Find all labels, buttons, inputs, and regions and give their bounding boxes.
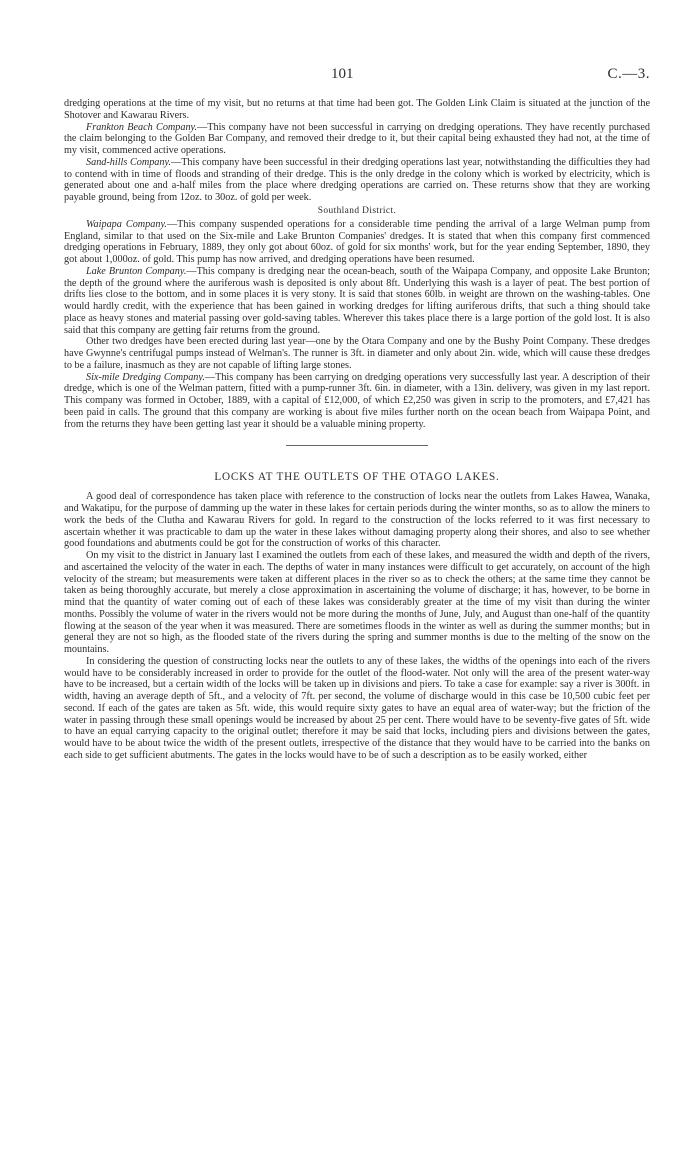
locks-section-title: LOCKS AT THE OUTLETS OF THE OTAGO LAKES. [214,471,500,484]
company-name-frankton: Frankton Beach Company. [86,121,198,133]
company-name-lake-brunton: Lake Brunton Company. [86,265,187,277]
page-header [64,66,650,86]
section-divider [286,445,428,446]
paragraph-text: —This company have not been successful in carrying on dredging operations. They have recently purchased the claim belonging to the Golden Bar Company, and removed their dredge to it, but their capital being exhausted they had not, at the time of my visit, commenced active operations. [64,121,650,156]
paragraph-sand-hills [64,157,650,204]
page-number: 101 [331,66,354,82]
paragraph-lake-brunton [64,266,650,337]
paragraph-text: —This company suspended operations for a considerable time pending the arrival of a large Welman pump from England, similar to that used on the Six-mile and Lake Brunton Companies' dredges. It is stated that when this company first commenced dredging operations in February, 1889, they only got about 60oz. of gold for six months' work, but for the year ending September, 1890, they got about 1,000oz. of gold. This pump has now arrived, and dredging operations have been resumed. [64,218,650,265]
southland-district-heading: Southland District. [317,205,397,216]
paragraph-frankton-beach [64,122,650,157]
company-name-waipapa: Waipapa Company. [86,218,167,230]
company-name-sand-hills: Sand-hills Company. [86,156,171,168]
document-reference: C.—3. [607,66,650,82]
paragraph-waipapa [64,219,650,266]
paragraph-other-dredges: Other two dredges have been erected during last year—one by the Otara Company and one by the Bushy Point Company. These dredges have Gwynne's centrifugal pumps instead of Welman's. The runner is 3ft. in diameter and only about 2in. wide, which will cause these dredges to be a failure, inasmuch as they are not capable of lifting large stones. [64,336,650,371]
paragraph-six-mile [64,372,650,431]
paragraph-locks-correspondence: A good deal of correspondence has taken place with reference to the construction of locks near the outlets from Lakes Hawea, Wanaka, and Wakatipu, for the purpose of damming up the water in these lakes for certain periods during the winter months, so as to allow the miners to work the beds of the Clutha and Kawarau Rivers for gold. In regard to the construction of the locks referred to it was first necessary to ascertain whether it was practicable to dam up the water in these lakes without damaging property along their shores, and also to see whether good foundations and abutments could be got for the construction of works of this character. [64,491,650,550]
paragraph-text: —This company is dredging near the ocean-beach, south of the Waipapa Company, and opposite Lake Brunton; the depth of the ground where the auriferous wash is deposited is only about 8ft. Underlying this wash is a layer of peat. The best portion of drifts lies close to the bottom, and in some places it is very stony. It is said that stones 60lb. in weight are thrown on the washing-tables. One would hardly credit, with the experience that has been gained in working dredges for lifting auriferous drifts, that such a thing should take place as heavy stones and material passing over gold-saving tables. Wherever this takes place there is a large portion of the gold lost. It is also said that this company are getting fair returns from the ground. [64,265,650,336]
paragraph-text: —This company has been carrying on dredging operations very successfully last year. A description of their dredge, which is one of the Welman pattern, fitted with a pump-runner 3ft. 6in. in diameter, with a 13in. delivery, was given in my last report. This company was formed in October, 1889, with a capital of £12,000, of which £2,250 was given in scrip to the promoters, and £7,421 has been paid in calls. The ground that this company are working is about five miles further north on the ocean beach from Waipapa Point, and from the returns they have been getting last year it should be a valuable mining property. [64,371,650,430]
paragraph-text: —This company have been successful in their dredging operations last year, notwithstanding the difficulties they had to contend with in time of floods and stranding of their dredge. This is the only dredge in the colony which is worked by electricity, which is generated about one and a-half miles from the place where dredging operations are carried on. These returns show that they are working payable ground, being from 12oz. to 30oz. of gold per week. [64,156,650,203]
company-name-six-mile: Six-mile Dredging Company. [86,371,205,383]
paragraph-locks-visit: On my visit to the district in January last I examined the outlets from each of these lakes, and measured the width and depth of the rivers, and ascertained the velocity of the water in each. The depths of water in many instances were difficult to get accurately, on account of the high velocity of the stream; but measurements were taken at different places in the river so as to check the others; at the same time they cannot be taken as being thoroughly accurate, but merely a close approximation in ascertaining the volume of discharge; it has, however, to be borne in mind that the quantity of water coming out of each of these lakes was considerably greater at the time of my visit than during the winter months. Possibly the volume of water in the rivers would not be more during the months of June, July, and August than one-half of the quantity flowing at the season of the year when it was measured. There are sometimes floods in the winter as well as during the summer months; but in general they are not so high, as the flooded state of the rivers during the spring and summer months is due to the melting of the snow on the mountains. [64,550,650,655]
page-body [64,98,650,762]
paragraph-golden-link: dredging operations at the time of my visit, but no returns at that time had been got. The Golden Link Claim is situated at the junction of the Shotover and Kawarau Rivers. [64,98,650,121]
paragraph-locks-construction: In considering the question of constructing locks near the outlets to any of these lakes, the widths of the openings into each of the rivers would have to be considerably increased in order to provide for the outlet of the flood-water. Not only will the area of the present water-way have to be increased, but a certain width of the locks will be taken up in divisions and piers. To take a case for example: say a river is 300ft. in width, having an average depth of 5ft., and a velocity of 7ft. per second, the volume of discharge would in this case be 10,500 cubic feet per second. If each of the gates are taken as 5ft. wide, this would require sixty gates to have an equal area of water-way; but the friction of the water in passing through these small openings would be increased by about 25 per cent. There would have to be seventy-five gates of 5ft. wide to have an equal carrying capacity to the original outlet; therefore it may be said that locks, including piers and divisions between the gates, would have to be about twice the width of the present outlets, irrespective of the distance that they would have to be carried into the banks on each side to get sufficient abutments. The gates in the locks would have to be of such a description as to be easily worked, either [64,655,650,761]
